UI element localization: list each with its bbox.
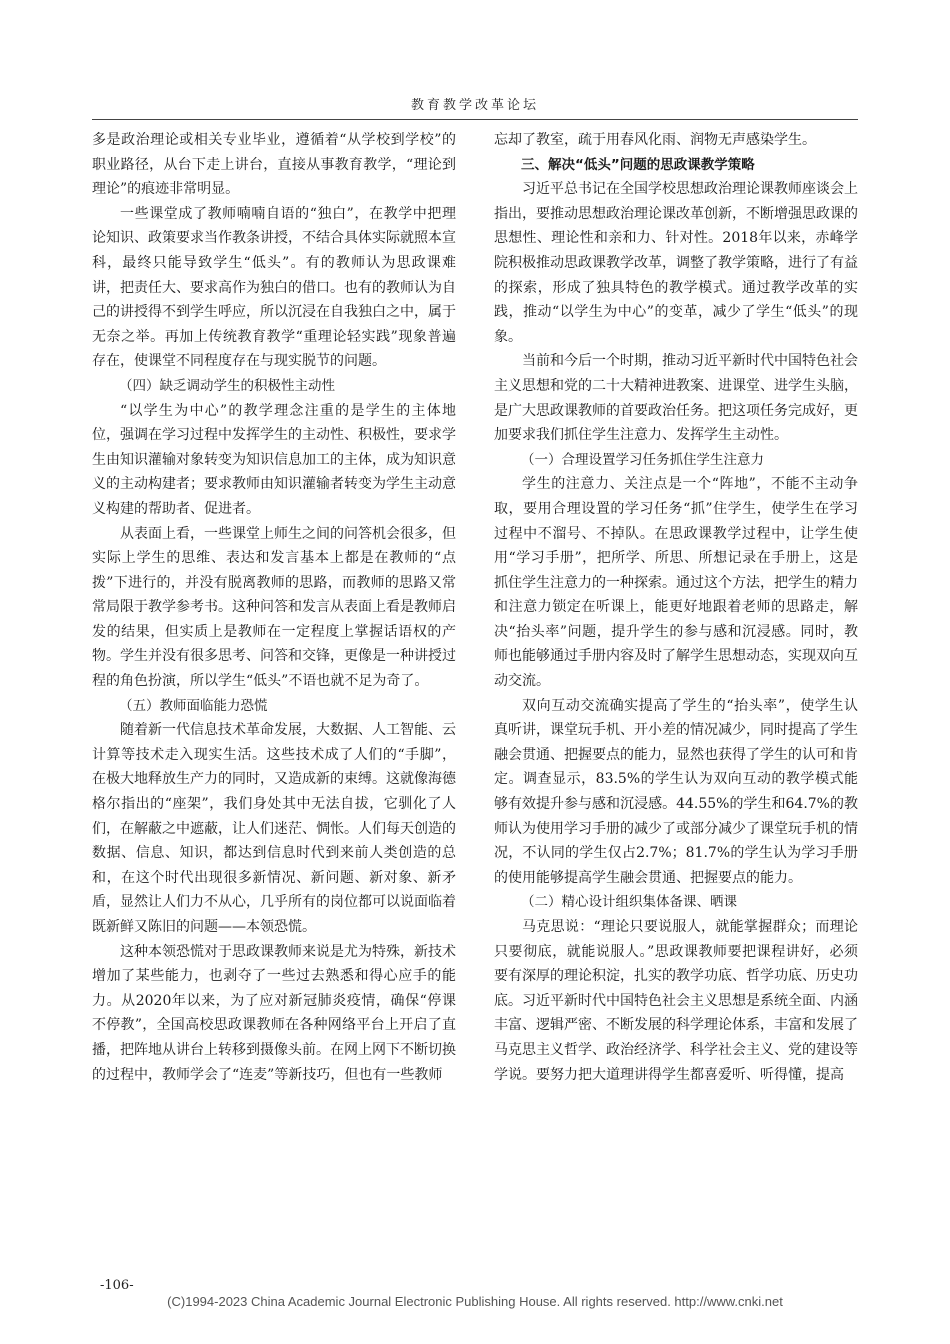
paragraph: 这种本领恐慌对于思政课教师来说是尤为特殊，新技术增加了某些能力，也剥夺了一些过去熟悉和得心应手的能力。从2020年以来，为了应对新冠肺炎疫情，确保“停课不停教”，全国高校思政课教师在各种网络平台上开启了直播，把阵地从讲台上转移到摄像头前。在网上网下不断切换的过程中，教师学会了“连麦”等新技巧，但也有一些教师 bbox=[92, 943, 456, 1083]
subsection-heading: （一）合理设置学习任务抓住学生注意力 bbox=[521, 451, 764, 468]
left-column bbox=[92, 128, 456, 1087]
paragraph: 从表面上看，一些课堂上师生之间的问答机会很多，但实际上学生的思维、表达和发言基本上都是在教师的“点拨”下进行的，并没有脱离教师的思路，而教师的思路又常常局限于教学参考书。这种问答和发言从表面上看是教师启发的结果，但实质上是教师在一定程度上掌握话语权的产物。学生并没有很多思考、问答和交锋，更像是一种讲授过程的角色扮演，所以学生“低头”不语也就不足为奇了。 bbox=[92, 525, 456, 690]
section-heading: 三、解决“低头”问题的思政课教学策略 bbox=[521, 156, 755, 173]
paragraph: 一些课堂成了教师喃喃自语的“独白”，在教学中把理论知识、政策要求当作教条讲授，不结合具体实际就照本宣科，最终只能导致学生“低头”。有的教师认为思政课难讲，把责任大、要求高作为独白的借口。也有的教师认为自己的讲授得不到学生呼应，所以沉浸在自我独白之中，属于无奈之举。再加上传统教育教学“重理论轻实践”现象普遍存在，使课堂不同程度存在与现实脱节的问题。 bbox=[92, 205, 456, 370]
header-divider bbox=[92, 119, 858, 120]
copyright-notice: (C)1994-2023 China Academic Journal Electronic Publishing House. All rights reserved. http://www.cnki.net bbox=[167, 1294, 783, 1309]
paragraph: 随着新一代信息技术革命发展，大数据、人工智能、云计算等技术走入现实生活。这些技术成了人们的“手脚”，在极大地释放生产力的同时，又造成新的束缚。这就像海德格尔指出的“座架”，我们身处其中无法自拔，它驯化了人们，在解蔽之中遮蔽，让人们迷茫、惆怅。人们每天创造的数据、信息、知识，都达到信息时代到来前人类创造的总和，在这个时代出现很多新情况、新问题、新对象、新矛盾，显然让人们力不从心，几乎所有的岗位都可以说面临着既新鲜又陈旧的问题——本领恐慌。 bbox=[92, 722, 456, 935]
paragraph: 习近平总书记在全国学校思想政治理论课教师座谈会上指出，要推动思想政治理论课改革创新，不断增强思政课的思想性、理论性和亲和力、针对性。2018年以来，赤峰学院积极推动思政课教学改革，调整了教学策略，进行了有益的探索，形成了独具特色的教学模式。通过教学改革的实践，推动“以学生为中心”的变革，减少了学生“低头”的现象。 bbox=[494, 181, 858, 345]
page-number: -106- bbox=[100, 1278, 134, 1293]
paragraph: 忘却了教室，疏于用春风化雨、润物无声感染学生。 bbox=[494, 132, 816, 148]
paragraph: 多是政治理论或相关专业毕业，遵循着“从学校到学校”的职业路径，从台下走上讲台，直接从事教育教学，“理论到理论”的痕迹非常明显。 bbox=[92, 132, 456, 198]
subsection-heading: （二）精心设计组织集体备课、晒课 bbox=[521, 894, 737, 911]
paragraph: 双向互动交流确实提高了学生的“抬头率”，使学生认真听讲，课堂玩手机、开小差的情况减少，同时提高了学生融会贯通、把握要点的能力，显然也获得了学生的认可和肯定。调查显示，83.5%的学生认为双向互动的教学模式能够有效提升参与感和沉浸感。44.55%的学生和64.7%的教师认为使用学习手册的减少了或部分减少了课堂玩手机的情况，不认同的学生仅占2.7%；81.7%的学生认为学习手册的使用能够提高学生融会贯通、把握要点的能力。 bbox=[494, 697, 858, 886]
journal-header-title: 教育教学改革论坛 bbox=[410, 98, 539, 113]
subsection-heading: （五）教师面临能力恐慌 bbox=[119, 697, 268, 714]
paragraph: 马克思说：“理论只要说服人，就能掌握群众；而理论只要彻底，就能说服人。”思政课教师要把课程讲好，必须要有深厚的理论积淀，扎实的教学功底、哲学功底、历史功底。习近平新时代中国特色社会主义思想是系统全面、内涵丰富、逻辑严密、不断发展的科学理论体系，丰富和发展了马克思主义哲学、政治经济学、科学社会主义、党的建设等学说。要努力把大道理讲得学生都喜爱听、听得懂，提高 bbox=[494, 919, 858, 1083]
paragraph: 当前和今后一个时期，推动习近平新时代中国特色社会主义思想和党的二十大精神进教案、进课堂、进学生头脑，是广大思政课教师的首要政治任务。把这项任务完成好，更加要求我们抓住学生注意力、发挥学生主动性。 bbox=[494, 353, 858, 444]
right-column bbox=[494, 128, 858, 1087]
subsection-heading: （四）缺乏调动学生的积极性主动性 bbox=[119, 377, 335, 394]
paragraph: 学生的注意力、关注点是一个“阵地”，不能不主动争取，要用合理设置的学习任务“抓”住学生，使学生在学习过程中不溜号、不掉队。在思政课教学过程中，让学生使用“学习手册”，把所学、所思、所想记录在手册上，这是抓住学生注意力的一种探索。通过这个方法，把学生的精力和注意力锁定在听课上，能更好地跟着老师的思路走，解决“抬头率”问题，提升学生的参与感和沉浸感。同时，教师也能够通过手册内容及时了解学生思想动态，实现双向互动交流。 bbox=[494, 476, 858, 690]
paragraph: “以学生为中心”的教学理念注重的是学生的主体地位，强调在学习过程中发挥学生的主动性、积极性，要求学生由知识灌输对象转变为知识信息加工的主体，成为知识意义的主动构建者；要求教师由知识灌输者转变为学生主动意义构建的帮助者、促进者。 bbox=[92, 402, 456, 517]
